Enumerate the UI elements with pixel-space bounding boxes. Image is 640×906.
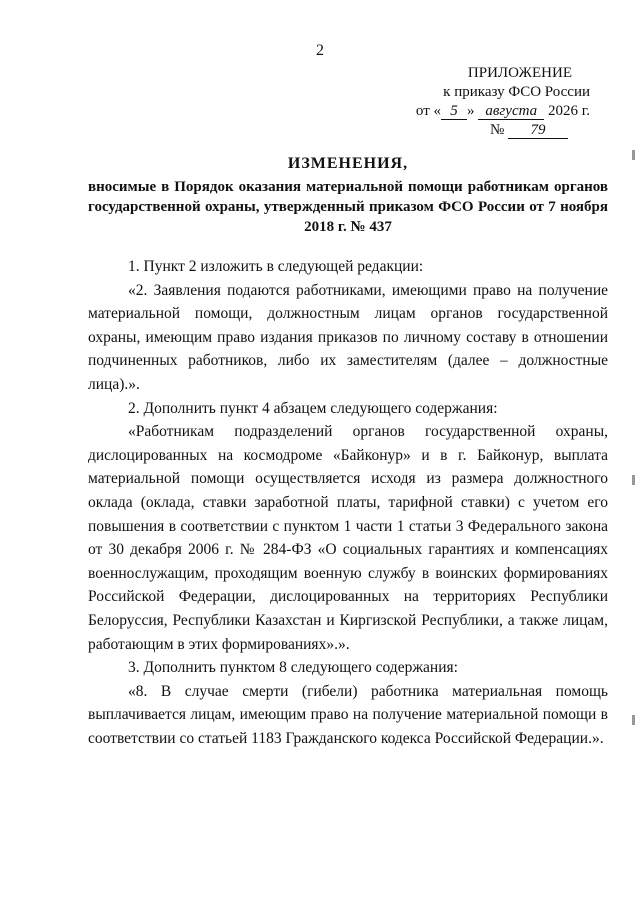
date-prefix: от « <box>415 103 442 119</box>
order-date <box>390 102 590 121</box>
order-month: августа <box>478 104 544 120</box>
heading-subtitle: вносимые в Порядок оказания материальной помощи работникам органов государственной охраны, утвержденный приказом ФСО России от 7 ноября 2018 г. № 437 <box>88 179 608 235</box>
order-day: 5 <box>441 104 467 120</box>
date-mid: » <box>467 103 475 119</box>
order-number-line <box>390 121 590 140</box>
paragraph-quote-2: «Работникам подразделений органов государственной охраны, дислоцированных на космодроме «Байконур» и в г. Байконур, выплата материальной помощи осуществляется исходя из размера должностного оклада (оклада, ставки заработной платы, тарифной ставки) с учетом его повышения в соответствии с пунктом 1 части 1 статьи 3 Федерального закона от 30 декабря 2006 г. № 284-ФЗ «О социальных гарантиях и компенсациях военнослужащим, проходящим военную службу в воинских формированиях Российской Федерации, дислоцированных на территориях Республики Белоруссия, Республики Казахстан и Киргизской Республики, а также лицам, работающим в этих формированиях».». <box>88 423 608 653</box>
document-heading <box>88 155 608 237</box>
scan-mark <box>632 150 635 160</box>
paragraph-item-1: 1. Пункт 2 изложить в следующей редакции: <box>128 258 424 275</box>
appendix-title: ПРИЛОЖЕНИЕ <box>467 65 572 81</box>
paragraph-item-2: 2. Дополнить пункт 4 абзацем следующего содержания: <box>128 399 498 417</box>
order-year: 2026 г. <box>548 103 590 119</box>
order-reference: к приказу ФСО России <box>443 84 590 100</box>
appendix-block <box>390 64 590 140</box>
page-number: 2 <box>316 42 324 59</box>
paragraph-quote-3: «8. В случае смерти (гибели) работника материальная помощь выплачивается лицам, имеющим право на получение материальной помощи в соответствии со статьей 1183 Гражданского кодекса Российской Федерации.». <box>88 682 608 747</box>
paragraph-item-3: 3. Дополнить пунктом 8 следующего содержания: <box>128 659 458 677</box>
paragraph-quote-1: «2. Заявления подаются работниками, имеющими право на получение материальной помощи, должностным лицам органов государственной охраны, имеющим право издания приказов по личному составу в отношении подчиненных работников, либо их заместителям (далее – должностные лица).». <box>88 281 608 393</box>
scan-mark <box>632 475 635 485</box>
document-body <box>88 255 608 750</box>
number-prefix: № <box>489 122 505 138</box>
order-number: 79 <box>508 123 568 139</box>
scan-mark <box>632 715 635 725</box>
heading-title: ИЗМЕНЕНИЯ, <box>287 155 409 172</box>
